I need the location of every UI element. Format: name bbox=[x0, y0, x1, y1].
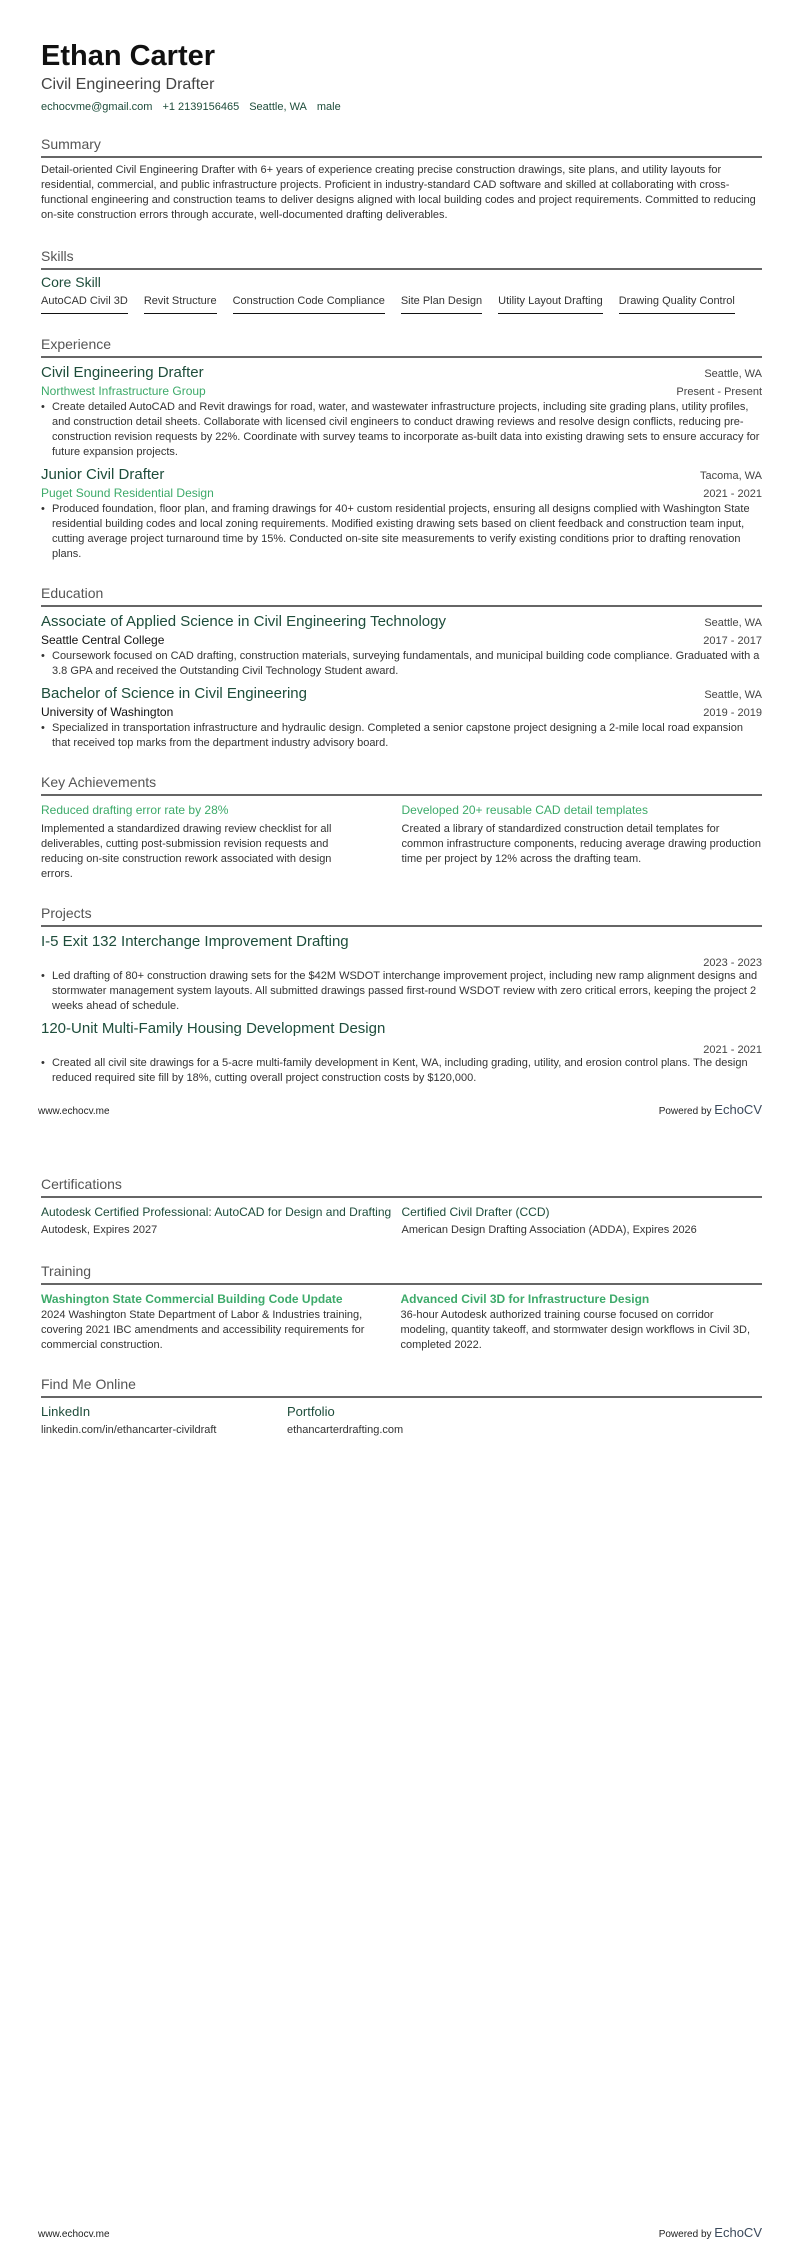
summary-text: Detail-oriented Civil Engineering Drafter with 6+ years of experience creating precise construction drawings, site plans, and utility layouts for residential, commercial, and public infrastructure projects. Proficient in industry-standard CAD software and skilled at collaborating with cross-functional engineering and construction teams to deliver designs aligned with local building codes and project requirements. Committed to reducing on-site construction errors through accurate, well-documented drafting deliverables. bbox=[41, 164, 756, 221]
candidate-title: Civil Engineering Drafter bbox=[41, 76, 215, 93]
project-item bbox=[41, 1019, 762, 1086]
resume-page-2 bbox=[0, 1123, 794, 2246]
education-item bbox=[41, 684, 762, 751]
section-heading: Find Me Online bbox=[41, 1375, 762, 1398]
training-section bbox=[41, 1262, 762, 1353]
job-title: Junior Civil Drafter bbox=[41, 466, 165, 483]
job-bullet: • Produced foundation, floor plan, and framing drawings for 40+ custom residential projects, ensuring all designs complied with Washington State residential building codes and local zoning requirements. Modified existing drawing sets based on client feedback and construction team input, cutting average project turnaround time by 15%. Conducted on-site site measurements to verify existing conditions prior to drafting renovation plans. bbox=[41, 502, 762, 562]
contact-email[interactable]: echocvme@gmail.com bbox=[41, 101, 153, 113]
edu-location: Seattle, WA bbox=[704, 689, 762, 701]
project-bullet: • Created all civil site drawings for a 5-acre multi-family development in Kent, WA, including grading, utility, and erosion control plans. The design reduced required site fill by 18%, cutting overall project construction costs by $120,000. bbox=[41, 1056, 762, 1086]
training-text: 36-hour Autodesk authorized training course focused on corridor modeling, quantity takeoff, and stormwater design workflows in Civil 3D, completed 2022. bbox=[400, 1309, 751, 1351]
skill-tag: Revit Structure bbox=[144, 294, 217, 314]
skill-tag: Drawing Quality Control bbox=[619, 294, 735, 314]
brand-logo[interactable]: EchoCV bbox=[714, 2225, 762, 2240]
section-heading: Projects bbox=[41, 904, 762, 927]
experience-section bbox=[41, 335, 762, 562]
link-label: LinkedIn bbox=[41, 1404, 91, 1419]
contact-info bbox=[41, 101, 762, 113]
education-item bbox=[41, 612, 762, 679]
section-heading: Key Achievements bbox=[41, 773, 762, 796]
certifications-section bbox=[41, 1175, 762, 1238]
achievement-text: Implemented a standardized drawing review checklist for all deliverables, cutting post-submission revision requests and reducing on-site construction rework associated with design errors. bbox=[41, 823, 332, 880]
section-heading: Training bbox=[41, 1262, 762, 1285]
skill-tag: Construction Code Compliance bbox=[233, 294, 385, 314]
degree: Bachelor of Science in Civil Engineering bbox=[41, 685, 307, 702]
job-dates: 2021 - 2021 bbox=[703, 488, 762, 500]
edu-location: Seattle, WA bbox=[704, 617, 762, 629]
certification-issuer: Autodesk, Expires 2027 bbox=[41, 1224, 158, 1236]
achievement-title: Developed 20+ reusable CAD detail templates bbox=[401, 803, 648, 817]
online-link-linkedin bbox=[41, 1404, 287, 1436]
project-dates: 2023 - 2023 bbox=[703, 957, 762, 969]
job-location: Seattle, WA bbox=[704, 368, 762, 380]
contact-phone[interactable]: +1 2139156465 bbox=[162, 101, 240, 113]
section-heading: Certifications bbox=[41, 1175, 762, 1198]
powered-by-label: Powered by bbox=[658, 1106, 712, 1117]
certification-title: Autodesk Certified Professional: AutoCAD for Design and Drafting bbox=[41, 1205, 392, 1219]
project-bullet: • Led drafting of 80+ construction drawing sets for the $42M WSDOT interchange improvement project, including new ramp alignment designs and stormwater management system layouts. All submitted drawings passed first-round WSDOT review with zero critical errors, keeping the project 2 weeks ahead of schedule. bbox=[41, 969, 762, 1014]
brand-logo[interactable]: EchoCV bbox=[714, 1102, 762, 1117]
training-text: 2024 Washington State Department of Labor & Industries training, covering 2021 IBC amendments and accessibility requirements for commercial construction. bbox=[41, 1309, 365, 1351]
training-item bbox=[401, 1291, 762, 1353]
project-title: 120-Unit Multi-Family Housing Development Design bbox=[41, 1020, 386, 1037]
project-dates: 2021 - 2021 bbox=[703, 1044, 762, 1056]
training-item bbox=[41, 1291, 401, 1353]
project-item bbox=[41, 932, 762, 1014]
section-heading: Summary bbox=[41, 135, 762, 158]
certification-item bbox=[41, 1204, 402, 1238]
skill-tag: Utility Layout Drafting bbox=[498, 294, 603, 314]
edu-dates: 2017 - 2017 bbox=[703, 635, 762, 647]
footer-site-link[interactable]: www.echocv.me bbox=[38, 1106, 110, 1117]
edu-dates: 2019 - 2019 bbox=[703, 707, 762, 719]
page-footer bbox=[38, 2225, 762, 2240]
skill-tag: AutoCAD Civil 3D bbox=[41, 294, 128, 314]
job-dates: Present - Present bbox=[676, 386, 762, 398]
certification-title: Certified Civil Drafter (CCD) bbox=[401, 1205, 550, 1219]
school: University of Washington bbox=[41, 705, 174, 719]
school: Seattle Central College bbox=[41, 633, 165, 647]
edu-bullet: • Specialized in transportation infrastructure and hydraulic design. Completed a senior capstone project designing a 2-mile local road expansion that received top marks from the department industry advisory board. bbox=[41, 721, 762, 751]
job-bullet: • Create detailed AutoCAD and Revit drawings for road, water, and wastewater infrastructure projects, including site grading plans, utility profiles, and construction detail sheets. Collaborate with licensed civil engineers to conduct drawing reviews and resolve design conflicts, reducing pre-construction revision requests by 22%. Coordinate with survey teams to incorporate as-built data into existing drawing sets to ensure accuracy for future expansion projects. bbox=[41, 400, 762, 460]
section-heading: Skills bbox=[41, 247, 762, 270]
training-title: Advanced Civil 3D for Infrastructure Design bbox=[400, 1292, 650, 1306]
link-label: Portfolio bbox=[287, 1404, 335, 1419]
company-name: Northwest Infrastructure Group bbox=[41, 384, 206, 398]
projects-section bbox=[41, 904, 762, 1086]
achievements-section bbox=[41, 773, 762, 882]
page-footer bbox=[38, 1102, 762, 1117]
footer-site-link[interactable]: www.echocv.me bbox=[38, 2229, 110, 2240]
online-link-portfolio bbox=[287, 1404, 533, 1436]
skill-group-title: Core Skill bbox=[41, 274, 101, 290]
summary-section bbox=[41, 135, 762, 223]
job-title: Civil Engineering Drafter bbox=[41, 364, 204, 381]
degree: Associate of Applied Science in Civil Engineering Technology bbox=[41, 613, 446, 630]
section-heading: Experience bbox=[41, 335, 762, 358]
certification-item bbox=[402, 1204, 763, 1238]
experience-item bbox=[41, 363, 762, 460]
achievement-item bbox=[402, 802, 763, 882]
achievement-title: Reduced drafting error rate by 28% bbox=[41, 803, 229, 817]
certification-issuer: American Design Drafting Association (ADDA), Expires 2026 bbox=[401, 1224, 697, 1236]
contact-gender: male bbox=[316, 101, 341, 113]
section-heading: Education bbox=[41, 584, 762, 607]
candidate-name: Ethan Carter bbox=[41, 40, 216, 72]
experience-item bbox=[41, 465, 762, 562]
job-location: Tacoma, WA bbox=[700, 470, 762, 482]
powered-by-label: Powered by bbox=[658, 2229, 712, 2240]
skills-section bbox=[41, 247, 762, 321]
project-title: I-5 Exit 132 Interchange Improvement Drafting bbox=[41, 933, 349, 950]
contact-location: Seattle, WA bbox=[249, 101, 307, 113]
edu-bullet: • Coursework focused on CAD drafting, construction materials, surveying fundamentals, and municipal building code compliance. Graduated with a 3.8 GPA and received the Outstanding Civil Technology Student award. bbox=[41, 649, 762, 679]
education-section bbox=[41, 584, 762, 751]
achievement-text: Created a library of standardized construction detail templates for common infrastructure components, reducing average drawing production time per project by 12% across the drafting team. bbox=[401, 823, 762, 865]
online-section bbox=[41, 1375, 762, 1436]
link-url[interactable]: ethancarterdrafting.com bbox=[287, 1424, 404, 1436]
training-title: Washington State Commercial Building Code Update bbox=[41, 1292, 343, 1306]
link-url[interactable]: linkedin.com/in/ethancarter-civildraft bbox=[41, 1424, 217, 1436]
skill-tag: Site Plan Design bbox=[401, 294, 482, 314]
company-name: Puget Sound Residential Design bbox=[41, 486, 214, 500]
achievement-item bbox=[41, 802, 402, 882]
